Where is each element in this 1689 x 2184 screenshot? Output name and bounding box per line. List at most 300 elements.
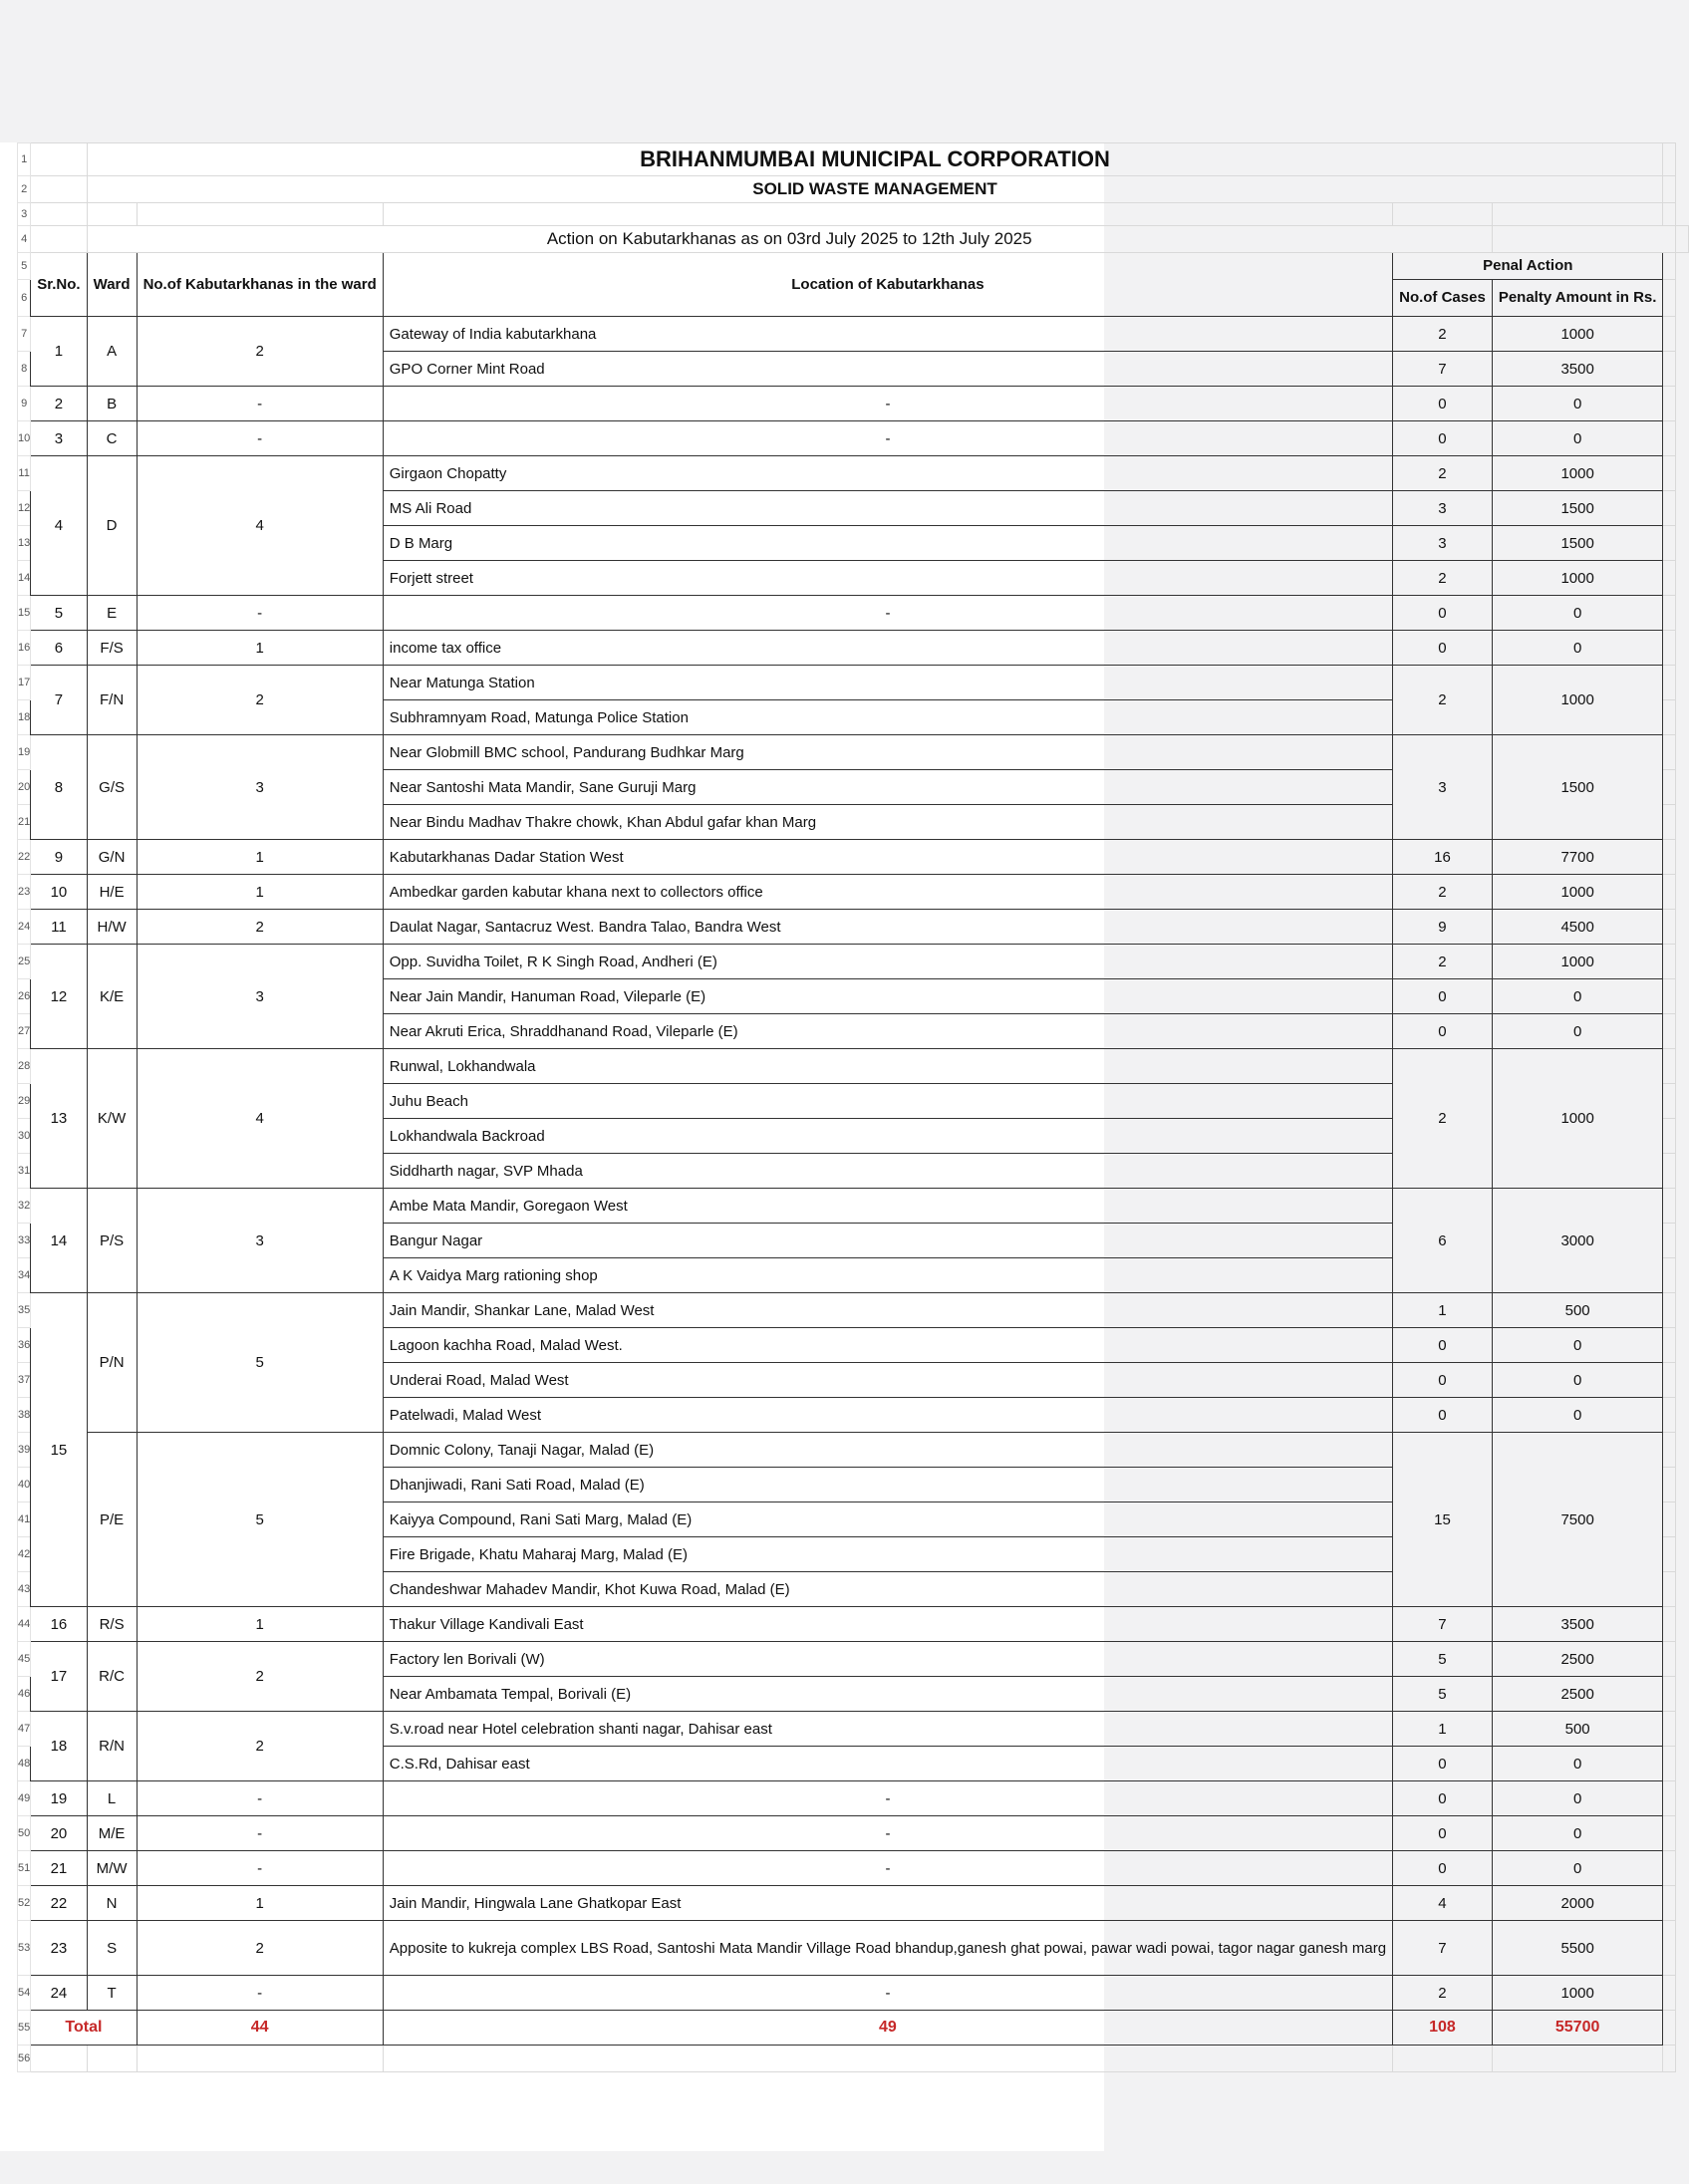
- cell[interactable]: [1663, 1607, 1676, 1642]
- location-cell[interactable]: Forjett street: [383, 561, 1392, 596]
- cell[interactable]: [1492, 2046, 1663, 2072]
- ward-cell[interactable]: F/N: [87, 666, 137, 735]
- cell[interactable]: [1393, 203, 1493, 226]
- row-number[interactable]: 19: [18, 735, 31, 770]
- sr-no-cell[interactable]: 22: [31, 1886, 87, 1921]
- kabutarkhana-count-cell[interactable]: 4: [137, 456, 383, 596]
- location-cell[interactable]: Thakur Village Kandivali East: [383, 1607, 1392, 1642]
- location-cell[interactable]: Bangur Nagar: [383, 1224, 1392, 1258]
- penalty-cell[interactable]: 0: [1492, 596, 1663, 631]
- penalty-cell[interactable]: 4500: [1492, 910, 1663, 945]
- cell[interactable]: [1663, 700, 1676, 735]
- row-number[interactable]: 46: [18, 1677, 31, 1712]
- penalty-cell[interactable]: 1500: [1492, 491, 1663, 526]
- total-kabutarkhanas[interactable]: 44: [137, 2011, 383, 2046]
- penalty-cell[interactable]: 1000: [1492, 945, 1663, 979]
- kabutarkhana-count-cell[interactable]: -: [137, 1851, 383, 1886]
- kabutarkhana-count-cell[interactable]: -: [137, 387, 383, 421]
- row-number[interactable]: 51: [18, 1851, 31, 1886]
- ward-cell[interactable]: R/S: [87, 1607, 137, 1642]
- cell[interactable]: [1663, 1363, 1676, 1398]
- sr-no-cell[interactable]: 17: [31, 1642, 87, 1712]
- penalty-cell[interactable]: 0: [1492, 421, 1663, 456]
- sheet-title[interactable]: BRIHANMUMBAI MUNICIPAL CORPORATION: [87, 143, 1663, 176]
- row-number[interactable]: 28: [18, 1049, 31, 1084]
- kabutarkhana-count-cell[interactable]: -: [137, 1976, 383, 2011]
- cell[interactable]: [1663, 2011, 1676, 2046]
- row-number[interactable]: 40: [18, 1468, 31, 1502]
- cell[interactable]: [1663, 1747, 1676, 1781]
- cases-cell[interactable]: 2: [1393, 1976, 1493, 2011]
- kabutarkhana-count-cell[interactable]: 2: [137, 1642, 383, 1712]
- row-number[interactable]: 32: [18, 1189, 31, 1224]
- kabutarkhana-count-cell[interactable]: 1: [137, 1607, 383, 1642]
- row-number[interactable]: 3: [18, 203, 31, 226]
- cases-cell[interactable]: 2: [1393, 456, 1493, 491]
- row-number[interactable]: 15: [18, 596, 31, 631]
- penalty-cell[interactable]: 0: [1492, 1781, 1663, 1816]
- cell[interactable]: [383, 203, 1392, 226]
- location-cell[interactable]: Lokhandwala Backroad: [383, 1119, 1392, 1154]
- cases-cell[interactable]: 0: [1393, 1398, 1493, 1433]
- cell[interactable]: [1663, 1572, 1676, 1607]
- kabutarkhana-count-cell[interactable]: 4: [137, 1049, 383, 1189]
- sr-no-cell[interactable]: 19: [31, 1781, 87, 1816]
- penalty-cell[interactable]: 7500: [1492, 1433, 1663, 1607]
- cell[interactable]: [31, 2046, 87, 2072]
- cell[interactable]: [31, 226, 87, 253]
- cell[interactable]: [1663, 1851, 1676, 1886]
- cell[interactable]: [1663, 1677, 1676, 1712]
- row-number[interactable]: 38: [18, 1398, 31, 1433]
- cell[interactable]: [1663, 1468, 1676, 1502]
- ward-cell[interactable]: M/E: [87, 1816, 137, 1851]
- row-number[interactable]: 53: [18, 1921, 31, 1976]
- row-number[interactable]: 55: [18, 2011, 31, 2046]
- header-sr-no[interactable]: Sr.No.: [31, 253, 87, 317]
- cell[interactable]: [1663, 317, 1676, 352]
- penalty-cell[interactable]: 1500: [1492, 526, 1663, 561]
- cell[interactable]: [1663, 1398, 1676, 1433]
- total-locations[interactable]: 49: [383, 2011, 1392, 2046]
- ward-cell[interactable]: D: [87, 456, 137, 596]
- ward-cell[interactable]: P/E: [87, 1433, 137, 1607]
- cell[interactable]: [1663, 1328, 1676, 1363]
- penalty-cell[interactable]: 0: [1492, 1014, 1663, 1049]
- location-cell[interactable]: -: [383, 596, 1392, 631]
- penalty-cell[interactable]: 2500: [1492, 1642, 1663, 1677]
- cell[interactable]: [1663, 280, 1676, 317]
- ward-cell[interactable]: G/S: [87, 735, 137, 840]
- sr-no-cell[interactable]: 4: [31, 456, 87, 596]
- cases-cell[interactable]: 0: [1393, 1328, 1493, 1363]
- location-cell[interactable]: A K Vaidya Marg rationing shop: [383, 1258, 1392, 1293]
- ward-cell[interactable]: K/W: [87, 1049, 137, 1189]
- row-number[interactable]: 5: [18, 253, 31, 280]
- cell[interactable]: [1663, 596, 1676, 631]
- cases-cell[interactable]: 2: [1393, 1049, 1493, 1189]
- ward-cell[interactable]: K/E: [87, 945, 137, 1049]
- row-number[interactable]: 56: [18, 2046, 31, 2072]
- cell[interactable]: [1663, 979, 1676, 1014]
- ward-cell[interactable]: E: [87, 596, 137, 631]
- sr-no-cell[interactable]: 11: [31, 910, 87, 945]
- cell[interactable]: [1492, 203, 1663, 226]
- total-label[interactable]: Total: [31, 2011, 137, 2046]
- cell[interactable]: [87, 203, 137, 226]
- total-cases[interactable]: 108: [1393, 2011, 1493, 2046]
- row-number[interactable]: 11: [18, 456, 31, 491]
- cell[interactable]: [1663, 1502, 1676, 1537]
- location-cell[interactable]: -: [383, 1816, 1392, 1851]
- cell[interactable]: [1663, 253, 1676, 280]
- kabutarkhana-count-cell[interactable]: 2: [137, 910, 383, 945]
- row-number[interactable]: 45: [18, 1642, 31, 1677]
- row-number[interactable]: 48: [18, 1747, 31, 1781]
- sr-no-cell[interactable]: 2: [31, 387, 87, 421]
- row-number[interactable]: 8: [18, 352, 31, 387]
- penalty-cell[interactable]: 0: [1492, 631, 1663, 666]
- cell[interactable]: [1663, 770, 1676, 805]
- ward-cell[interactable]: G/N: [87, 840, 137, 875]
- penalty-cell[interactable]: 1000: [1492, 561, 1663, 596]
- cases-cell[interactable]: 2: [1393, 875, 1493, 910]
- cell[interactable]: [1663, 1119, 1676, 1154]
- row-number[interactable]: 44: [18, 1607, 31, 1642]
- ward-cell[interactable]: T: [87, 1976, 137, 2011]
- cell[interactable]: [1393, 2046, 1493, 2072]
- row-number[interactable]: 34: [18, 1258, 31, 1293]
- location-cell[interactable]: Jain Mandir, Hingwala Lane Ghatkopar East: [383, 1886, 1392, 1921]
- location-cell[interactable]: Near Matunga Station: [383, 666, 1392, 700]
- penalty-cell[interactable]: 1000: [1492, 456, 1663, 491]
- cell[interactable]: [137, 2046, 383, 2072]
- location-cell[interactable]: Siddharth nagar, SVP Mhada: [383, 1154, 1392, 1189]
- penalty-cell[interactable]: 1000: [1492, 875, 1663, 910]
- cell[interactable]: [1676, 226, 1689, 253]
- cases-cell[interactable]: 0: [1393, 1747, 1493, 1781]
- sr-no-cell[interactable]: 6: [31, 631, 87, 666]
- cases-cell[interactable]: 2: [1393, 317, 1493, 352]
- location-cell[interactable]: Gateway of India kabutarkhana: [383, 317, 1392, 352]
- cell[interactable]: [1663, 910, 1676, 945]
- cell[interactable]: [1663, 1049, 1676, 1084]
- location-cell[interactable]: Ambe Mata Mandir, Goregaon West: [383, 1189, 1392, 1224]
- header-location[interactable]: Location of Kabutarkhanas: [383, 253, 1392, 317]
- penalty-cell[interactable]: 0: [1492, 387, 1663, 421]
- location-cell[interactable]: Kabutarkhanas Dadar Station West: [383, 840, 1392, 875]
- kabutarkhana-count-cell[interactable]: 3: [137, 945, 383, 1049]
- header-penal-action[interactable]: Penal Action: [1393, 253, 1663, 280]
- location-cell[interactable]: Near Jain Mandir, Hanuman Road, Vileparle (E): [383, 979, 1392, 1014]
- cell[interactable]: [1663, 143, 1676, 176]
- sr-no-cell[interactable]: 8: [31, 735, 87, 840]
- row-number[interactable]: 29: [18, 1084, 31, 1119]
- kabutarkhana-count-cell[interactable]: -: [137, 1816, 383, 1851]
- cases-cell[interactable]: 3: [1393, 491, 1493, 526]
- penalty-cell[interactable]: 1000: [1492, 1049, 1663, 1189]
- cell[interactable]: [1663, 491, 1676, 526]
- ward-cell[interactable]: N: [87, 1886, 137, 1921]
- sheet-subtitle[interactable]: SOLID WASTE MANAGEMENT: [87, 176, 1663, 203]
- cell[interactable]: [1663, 1537, 1676, 1572]
- location-cell[interactable]: GPO Corner Mint Road: [383, 352, 1392, 387]
- penalty-cell[interactable]: 3000: [1492, 1189, 1663, 1293]
- cell[interactable]: [1663, 203, 1676, 226]
- row-number[interactable]: 14: [18, 561, 31, 596]
- cases-cell[interactable]: 4: [1393, 1886, 1493, 1921]
- location-cell[interactable]: Girgaon Chopatty: [383, 456, 1392, 491]
- cell[interactable]: [87, 2046, 137, 2072]
- cases-cell[interactable]: 0: [1393, 979, 1493, 1014]
- cell[interactable]: [1663, 1258, 1676, 1293]
- cases-cell[interactable]: 9: [1393, 910, 1493, 945]
- row-number[interactable]: 23: [18, 875, 31, 910]
- location-cell[interactable]: Ambedkar garden kabutar khana next to collectors office: [383, 875, 1392, 910]
- cell[interactable]: [1663, 1712, 1676, 1747]
- ward-cell[interactable]: S: [87, 1921, 137, 1976]
- cell[interactable]: [1663, 387, 1676, 421]
- location-cell[interactable]: -: [383, 421, 1392, 456]
- ward-cell[interactable]: P/S: [87, 1189, 137, 1293]
- cases-cell[interactable]: 0: [1393, 596, 1493, 631]
- kabutarkhana-count-cell[interactable]: 3: [137, 735, 383, 840]
- cases-cell[interactable]: 7: [1393, 352, 1493, 387]
- penalty-cell[interactable]: 0: [1492, 1328, 1663, 1363]
- kabutarkhana-count-cell[interactable]: 5: [137, 1293, 383, 1433]
- kabutarkhana-count-cell[interactable]: -: [137, 421, 383, 456]
- cell[interactable]: [1663, 1224, 1676, 1258]
- location-cell[interactable]: Apposite to kukreja complex LBS Road, Santoshi Mata Mandir Village Road bhandup,ganesh ghat powai, pawar wadi powai, tagor nagar ganesh marg: [383, 1921, 1392, 1976]
- penalty-cell[interactable]: 3500: [1492, 352, 1663, 387]
- sr-no-cell[interactable]: 21: [31, 1851, 87, 1886]
- sr-no-cell[interactable]: 13: [31, 1049, 87, 1189]
- location-cell[interactable]: -: [383, 1976, 1392, 2011]
- location-cell[interactable]: Fire Brigade, Khatu Maharaj Marg, Malad (E): [383, 1537, 1392, 1572]
- kabutarkhana-count-cell[interactable]: 3: [137, 1189, 383, 1293]
- location-cell[interactable]: MS Ali Road: [383, 491, 1392, 526]
- cases-cell[interactable]: 16: [1393, 840, 1493, 875]
- cell[interactable]: [1663, 1886, 1676, 1921]
- row-number[interactable]: 9: [18, 387, 31, 421]
- cases-cell[interactable]: 0: [1393, 1781, 1493, 1816]
- cases-cell[interactable]: 1: [1393, 1293, 1493, 1328]
- cases-cell[interactable]: 6: [1393, 1189, 1493, 1293]
- sr-no-cell[interactable]: 14: [31, 1189, 87, 1293]
- row-number[interactable]: 52: [18, 1886, 31, 1921]
- location-cell[interactable]: Near Akruti Erica, Shraddhanand Road, Vileparle (E): [383, 1014, 1392, 1049]
- row-number[interactable]: 43: [18, 1572, 31, 1607]
- location-cell[interactable]: Chandeshwar Mahadev Mandir, Khot Kuwa Road, Malad (E): [383, 1572, 1392, 1607]
- cases-cell[interactable]: 0: [1393, 1816, 1493, 1851]
- location-cell[interactable]: Near Globmill BMC school, Pandurang Budhkar Marg: [383, 735, 1392, 770]
- sr-no-cell[interactable]: 7: [31, 666, 87, 735]
- penalty-cell[interactable]: 1000: [1492, 317, 1663, 352]
- row-number[interactable]: 7: [18, 317, 31, 352]
- location-cell[interactable]: Daulat Nagar, Santacruz West. Bandra Talao, Bandra West: [383, 910, 1392, 945]
- row-number[interactable]: 1: [18, 143, 31, 176]
- cell[interactable]: [1663, 526, 1676, 561]
- sr-no-cell[interactable]: 12: [31, 945, 87, 1049]
- cases-cell[interactable]: 15: [1393, 1433, 1493, 1607]
- penalty-cell[interactable]: 0: [1492, 1747, 1663, 1781]
- location-cell[interactable]: Jain Mandir, Shankar Lane, Malad West: [383, 1293, 1392, 1328]
- row-number[interactable]: 25: [18, 945, 31, 979]
- location-cell[interactable]: Subhramnyam Road, Matunga Police Station: [383, 700, 1392, 735]
- cell[interactable]: [1663, 1816, 1676, 1851]
- cases-cell[interactable]: 5: [1393, 1642, 1493, 1677]
- row-number[interactable]: 21: [18, 805, 31, 840]
- row-number[interactable]: 26: [18, 979, 31, 1014]
- cell[interactable]: [1663, 1014, 1676, 1049]
- cases-cell[interactable]: 0: [1393, 631, 1493, 666]
- row-number[interactable]: 47: [18, 1712, 31, 1747]
- row-number[interactable]: 12: [18, 491, 31, 526]
- kabutarkhana-count-cell[interactable]: 2: [137, 1712, 383, 1781]
- penalty-cell[interactable]: 0: [1492, 1851, 1663, 1886]
- penalty-cell[interactable]: 2500: [1492, 1677, 1663, 1712]
- location-cell[interactable]: Patelwadi, Malad West: [383, 1398, 1392, 1433]
- row-number[interactable]: 37: [18, 1363, 31, 1398]
- cell[interactable]: [1663, 1642, 1676, 1677]
- row-number[interactable]: 20: [18, 770, 31, 805]
- cell[interactable]: [1663, 1189, 1676, 1224]
- penalty-cell[interactable]: 1000: [1492, 1976, 1663, 2011]
- location-cell[interactable]: Near Santoshi Mata Mandir, Sane Guruji Marg: [383, 770, 1392, 805]
- cell[interactable]: [1663, 1154, 1676, 1189]
- row-number[interactable]: 54: [18, 1976, 31, 2011]
- cell[interactable]: [31, 176, 87, 203]
- cases-cell[interactable]: 1: [1393, 1712, 1493, 1747]
- penalty-cell[interactable]: 0: [1492, 1398, 1663, 1433]
- total-penalty[interactable]: 55700: [1492, 2011, 1663, 2046]
- location-cell[interactable]: Opp. Suvidha Toilet, R K Singh Road, Andheri (E): [383, 945, 1392, 979]
- penalty-cell[interactable]: 5500: [1492, 1921, 1663, 1976]
- penalty-cell[interactable]: 2000: [1492, 1886, 1663, 1921]
- row-number[interactable]: 27: [18, 1014, 31, 1049]
- cases-cell[interactable]: 5: [1393, 1677, 1493, 1712]
- cases-cell[interactable]: 2: [1393, 666, 1493, 735]
- ward-cell[interactable]: L: [87, 1781, 137, 1816]
- kabutarkhana-count-cell[interactable]: 1: [137, 840, 383, 875]
- kabutarkhana-count-cell[interactable]: 1: [137, 631, 383, 666]
- row-number[interactable]: 22: [18, 840, 31, 875]
- header-no-of-kabutarkhanas[interactable]: No.of Kabutarkhanas in the ward: [137, 253, 383, 317]
- cases-cell[interactable]: 2: [1393, 561, 1493, 596]
- cell[interactable]: [1663, 176, 1676, 203]
- cases-cell[interactable]: 3: [1393, 526, 1493, 561]
- cases-cell[interactable]: 0: [1393, 421, 1493, 456]
- cell[interactable]: [1663, 735, 1676, 770]
- cases-cell[interactable]: 7: [1393, 1607, 1493, 1642]
- action-title[interactable]: Action on Kabutarkhanas as on 03rd July 2025 to 12th July 2025: [87, 226, 1492, 253]
- cell[interactable]: [1663, 1976, 1676, 2011]
- location-cell[interactable]: Kaiyya Compound, Rani Sati Marg, Malad (E): [383, 1502, 1392, 1537]
- cell[interactable]: [1663, 1293, 1676, 1328]
- location-cell[interactable]: Underai Road, Malad West: [383, 1363, 1392, 1398]
- cell[interactable]: [31, 143, 87, 176]
- row-number[interactable]: 36: [18, 1328, 31, 1363]
- cell[interactable]: [1663, 456, 1676, 491]
- location-cell[interactable]: S.v.road near Hotel celebration shanti nagar, Dahisar east: [383, 1712, 1392, 1747]
- sr-no-cell[interactable]: 23: [31, 1921, 87, 1976]
- ward-cell[interactable]: C: [87, 421, 137, 456]
- penalty-cell[interactable]: 1000: [1492, 666, 1663, 735]
- kabutarkhana-count-cell[interactable]: 2: [137, 317, 383, 387]
- kabutarkhana-count-cell[interactable]: -: [137, 596, 383, 631]
- cases-cell[interactable]: 3: [1393, 735, 1493, 840]
- cell[interactable]: [1663, 840, 1676, 875]
- ward-cell[interactable]: H/E: [87, 875, 137, 910]
- penalty-cell[interactable]: 0: [1492, 979, 1663, 1014]
- location-cell[interactable]: income tax office: [383, 631, 1392, 666]
- location-cell[interactable]: D B Marg: [383, 526, 1392, 561]
- sr-no-cell[interactable]: 15: [31, 1293, 87, 1607]
- kabutarkhana-count-cell[interactable]: 1: [137, 1886, 383, 1921]
- cases-cell[interactable]: 0: [1393, 1014, 1493, 1049]
- ward-cell[interactable]: H/W: [87, 910, 137, 945]
- cell[interactable]: [1663, 421, 1676, 456]
- row-number[interactable]: 35: [18, 1293, 31, 1328]
- header-penalty-amount[interactable]: Penalty Amount in Rs.: [1492, 280, 1663, 317]
- cell[interactable]: [383, 2046, 1392, 2072]
- kabutarkhana-count-cell[interactable]: 2: [137, 1921, 383, 1976]
- cell[interactable]: [1663, 561, 1676, 596]
- location-cell[interactable]: Lagoon kachha Road, Malad West.: [383, 1328, 1392, 1363]
- cell[interactable]: [1663, 631, 1676, 666]
- cell[interactable]: [31, 203, 87, 226]
- location-cell[interactable]: -: [383, 1781, 1392, 1816]
- penalty-cell[interactable]: 7700: [1492, 840, 1663, 875]
- sr-no-cell[interactable]: 20: [31, 1816, 87, 1851]
- row-number[interactable]: 39: [18, 1433, 31, 1468]
- row-number[interactable]: 2: [18, 176, 31, 203]
- row-number[interactable]: 16: [18, 631, 31, 666]
- row-number[interactable]: 17: [18, 666, 31, 700]
- location-cell[interactable]: -: [383, 1851, 1392, 1886]
- row-number[interactable]: 6: [18, 280, 31, 317]
- kabutarkhana-count-cell[interactable]: 1: [137, 875, 383, 910]
- location-cell[interactable]: Dhanjiwadi, Rani Sati Road, Malad (E): [383, 1468, 1392, 1502]
- penalty-cell[interactable]: 500: [1492, 1293, 1663, 1328]
- row-number[interactable]: 42: [18, 1537, 31, 1572]
- row-number[interactable]: 50: [18, 1816, 31, 1851]
- sr-no-cell[interactable]: 10: [31, 875, 87, 910]
- cell[interactable]: [1663, 945, 1676, 979]
- penalty-cell[interactable]: 1500: [1492, 735, 1663, 840]
- penalty-cell[interactable]: 0: [1492, 1816, 1663, 1851]
- row-number[interactable]: 41: [18, 1502, 31, 1537]
- cases-cell[interactable]: 7: [1393, 1921, 1493, 1976]
- row-number[interactable]: 10: [18, 421, 31, 456]
- sr-no-cell[interactable]: 18: [31, 1712, 87, 1781]
- cell[interactable]: [1663, 1781, 1676, 1816]
- row-number[interactable]: 18: [18, 700, 31, 735]
- cell[interactable]: [1663, 666, 1676, 700]
- sr-no-cell[interactable]: 3: [31, 421, 87, 456]
- ward-cell[interactable]: A: [87, 317, 137, 387]
- row-number[interactable]: 4: [18, 226, 31, 253]
- row-number[interactable]: 24: [18, 910, 31, 945]
- kabutarkhana-count-cell[interactable]: 5: [137, 1433, 383, 1607]
- header-ward[interactable]: Ward: [87, 253, 137, 317]
- ward-cell[interactable]: R/N: [87, 1712, 137, 1781]
- sr-no-cell[interactable]: 16: [31, 1607, 87, 1642]
- sr-no-cell[interactable]: 9: [31, 840, 87, 875]
- cell[interactable]: [1492, 226, 1676, 253]
- cell[interactable]: [1663, 2046, 1676, 2072]
- ward-cell[interactable]: P/N: [87, 1293, 137, 1433]
